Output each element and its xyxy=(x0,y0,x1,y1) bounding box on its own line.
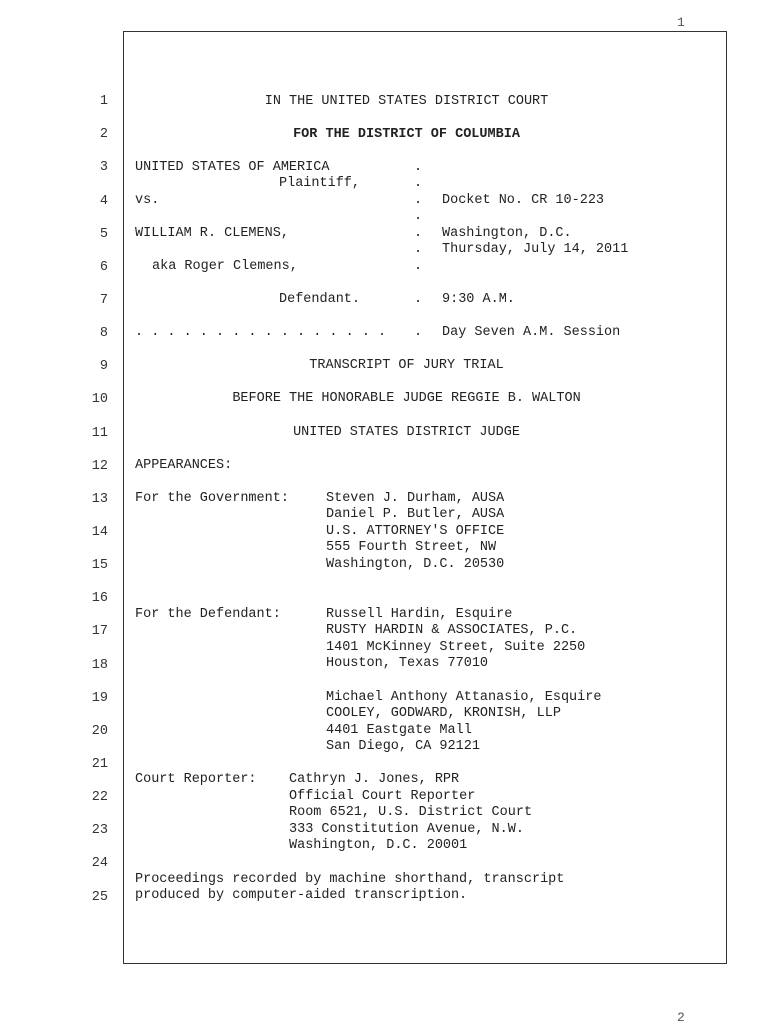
government-line: Washington, D.C. 20530 xyxy=(326,557,505,572)
district-heading: FOR THE DISTRICT OF COLUMBIA xyxy=(293,127,520,142)
line-number: 14 xyxy=(91,525,108,540)
transcript-title: TRANSCRIPT OF JURY TRIAL xyxy=(309,358,504,373)
line-number: 3 xyxy=(99,160,108,175)
line-number: 1 xyxy=(99,94,108,109)
line-number: 15 xyxy=(91,558,108,573)
defendant-counsel-label: For the Defendant: xyxy=(135,607,281,622)
versus-label: vs. xyxy=(135,193,160,208)
caption-dot: . xyxy=(414,176,423,191)
line-number: 25 xyxy=(91,890,108,905)
court-reporter-label: Court Reporter: xyxy=(135,772,257,787)
line-number: 5 xyxy=(99,227,108,242)
court-reporter-line: Official Court Reporter xyxy=(289,789,476,804)
caption-dot: . xyxy=(414,259,423,274)
government-line: Daniel P. Butler, AUSA xyxy=(326,507,505,522)
line-number: 7 xyxy=(99,293,108,308)
hearing-date: Thursday, July 14, 2011 xyxy=(442,242,629,257)
defendant-role: Defendant. xyxy=(279,292,361,307)
defendant-counsel-line: COOLEY, GODWARD, KRONISH, LLP xyxy=(326,706,561,721)
hearing-time: 9:30 A.M. xyxy=(442,292,515,307)
line-number: 9 xyxy=(99,359,108,374)
page-number-bottom: 2 xyxy=(677,1010,685,1025)
line-number: 21 xyxy=(91,757,108,772)
defendant-name: WILLIAM R. CLEMENS, xyxy=(135,226,289,241)
docket-number: Docket No. CR 10-223 xyxy=(442,193,605,208)
caption-dot: . xyxy=(414,226,423,241)
judge-title: UNITED STATES DISTRICT JUDGE xyxy=(293,425,520,440)
line-number: 11 xyxy=(91,426,108,441)
defendant-counsel-line: San Diego, CA 92121 xyxy=(326,739,480,754)
court-reporter-line: Cathryn J. Jones, RPR xyxy=(289,772,460,787)
line-number: 13 xyxy=(91,492,108,507)
caption-dot: . xyxy=(414,325,423,340)
court-heading: IN THE UNITED STATES DISTRICT COURT xyxy=(264,94,549,109)
line-number: 24 xyxy=(91,856,108,871)
defendant-counsel-line: 1401 McKinney Street, Suite 2250 xyxy=(326,640,586,655)
caption-dot: . xyxy=(414,242,423,257)
defendant-counsel-line: RUSTY HARDIN & ASSOCIATES, P.C. xyxy=(326,623,578,638)
line-number: 12 xyxy=(91,459,108,474)
line-number: 2 xyxy=(99,127,108,142)
page-number-top: 1 xyxy=(677,15,685,30)
proceedings-note: Proceedings recorded by machine shorthand, transcript xyxy=(135,872,565,887)
line-number: 17 xyxy=(91,624,108,639)
caption-separator: . . . . . . . . . . . . . . . . xyxy=(135,325,387,340)
appearances-heading: APPEARANCES: xyxy=(135,458,233,473)
government-line: 555 Fourth Street, NW xyxy=(326,540,497,555)
line-number: 6 xyxy=(99,260,108,275)
court-reporter-line: Washington, D.C. 20001 xyxy=(289,838,468,853)
line-number: 8 xyxy=(99,326,108,341)
caption-dot: . xyxy=(414,292,423,307)
line-number: 23 xyxy=(91,823,108,838)
court-reporter-line: Room 6521, U.S. District Court xyxy=(289,805,533,820)
session-label: Day Seven A.M. Session xyxy=(442,325,621,340)
line-number: 22 xyxy=(91,790,108,805)
caption-dot: . xyxy=(414,160,423,175)
government-line: U.S. ATTORNEY'S OFFICE xyxy=(326,524,505,539)
caption-dot: . xyxy=(414,193,423,208)
defendant-counsel-line: Houston, Texas 77010 xyxy=(326,656,489,671)
line-number: 20 xyxy=(91,724,108,739)
line-number: 18 xyxy=(91,658,108,673)
hearing-location: Washington, D.C. xyxy=(442,226,572,241)
caption-dot: . xyxy=(414,209,423,224)
proceedings-note: produced by computer-aided transcription. xyxy=(135,888,468,903)
defendant-alias: aka Roger Clemens, xyxy=(152,259,298,274)
line-number: 16 xyxy=(91,591,108,606)
plaintiff-role: Plaintiff, xyxy=(279,176,361,191)
defendant-counsel-line: 4401 Eastgate Mall xyxy=(326,723,472,738)
government-line: Steven J. Durham, AUSA xyxy=(326,491,505,506)
line-number: 19 xyxy=(91,691,108,706)
line-number: 10 xyxy=(91,392,108,407)
line-number: 4 xyxy=(99,194,108,209)
judge-line: BEFORE THE HONORABLE JUDGE REGGIE B. WALTON xyxy=(232,391,581,406)
plaintiff-name: UNITED STATES OF AMERICA xyxy=(135,160,330,175)
government-label: For the Government: xyxy=(135,491,289,506)
defendant-counsel-line: Russell Hardin, Esquire xyxy=(326,607,513,622)
court-reporter-line: 333 Constitution Avenue, N.W. xyxy=(289,822,524,837)
defendant-counsel-line: Michael Anthony Attanasio, Esquire xyxy=(326,690,602,705)
